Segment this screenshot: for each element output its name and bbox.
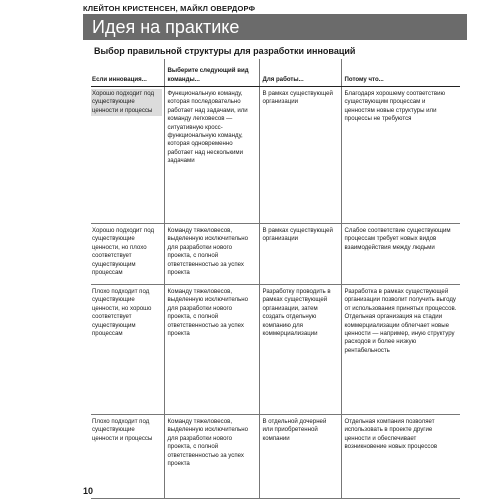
- table-row: [91, 415, 460, 499]
- table-row: [91, 285, 460, 415]
- table-cell: В рамках существующей организации: [259, 224, 341, 285]
- table-cell: Команду тяжеловесов, выделенную исключительно для разработки нового проекта, с полной ответственностью за успех проекта: [164, 285, 259, 415]
- table-row: [91, 224, 460, 285]
- column-header-reason: Потому что...: [341, 59, 460, 87]
- column-header-innovation: Если инновация...: [91, 59, 164, 87]
- table-cell: Плохо подходит под существующие ценности, но хорошо соответствует существующим процессам: [91, 285, 164, 415]
- table-cell: Разработка в рамках существующей организации позволит получить выгоду от использования принятых процессов. Отдельная организация на стадии коммерциализации облегчает новые ценности — например, иную структуру расходов и более низкую рентабельность: [341, 285, 460, 415]
- column-header-team: Выберите следующий вид команды...: [164, 59, 259, 87]
- highlighted-text: Хорошо подходит под существующие ценности и процессы: [91, 89, 162, 116]
- table-cell: Разработку проводить в рамках существующей организации, затем создать отдельную компанию для коммерциализации: [259, 285, 341, 415]
- table-cell: Отдельная компания позволяет использовать в проекте другие ценности и обеспечивает возникновение новых процессов: [341, 415, 460, 499]
- structure-choice-table: [91, 59, 460, 499]
- running-head-authors: КЛЕЙТОН КРИСТЕНСЕН, МАЙКЛ ОВЕРДОРФ: [83, 4, 256, 13]
- table-row: [91, 87, 460, 224]
- table-header-row: [91, 59, 460, 87]
- table-cell: В рамках существующей организации: [259, 87, 341, 224]
- table-cell: Слабое соответствие существующим процессам требует новых видов взаимодействия между людьми: [341, 224, 460, 285]
- table-cell: Благодаря хорошему соответствию существующим процессам и ценностям новые структуры или процессы не требуются: [341, 87, 460, 224]
- page-number: 10: [83, 486, 94, 496]
- section-banner: Идея на практике: [83, 14, 467, 40]
- table-cell: [91, 87, 164, 224]
- column-header-location: Для работы...: [259, 59, 341, 87]
- table-cell: Команду тяжеловесов, выделенную исключительно для разработки нового проекта, с полной ответственностью за успех проекта: [164, 224, 259, 285]
- table-cell: Плохо подходит под существующие ценности и процессы: [91, 415, 164, 499]
- table-title: Выбор правильной структуры для разработки инноваций: [94, 46, 356, 56]
- table-cell: Команду тяжеловесов, выделенную исключительно для разработки нового проекта, с полной ответственностью за успех проекта: [164, 415, 259, 499]
- table-cell: Хорошо подходит под существующие ценности, но плохо соответствует существующим процессам: [91, 224, 164, 285]
- table-cell: В отдельной дочерней или приобретенной компании: [259, 415, 341, 499]
- table-cell: Функциональную команду, которая последовательно работает над задачами, или команду легковесов — ситуативную кросс-функциональную команду, которая одновременно работает над несколькими задачами: [164, 87, 259, 224]
